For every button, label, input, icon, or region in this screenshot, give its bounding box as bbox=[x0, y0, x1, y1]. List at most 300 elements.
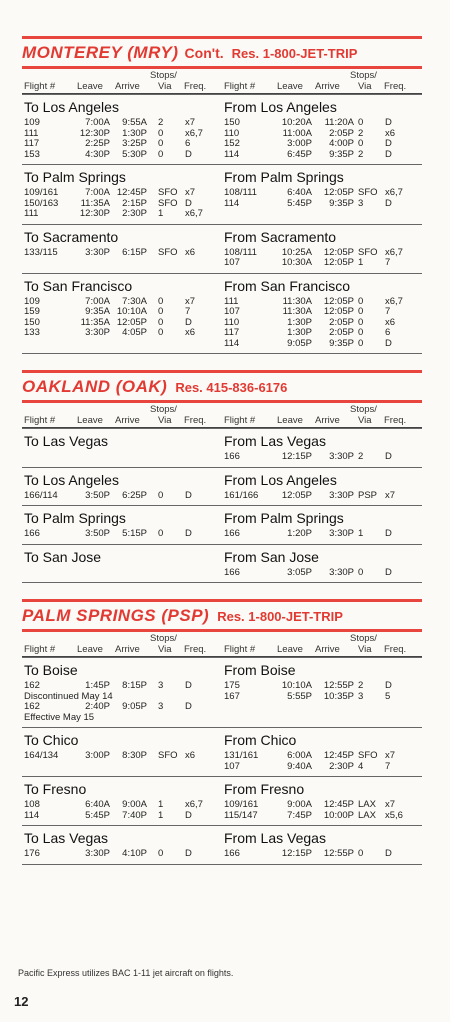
arrive-time: 9:35P bbox=[329, 197, 354, 209]
flight-row bbox=[222, 317, 422, 328]
arrive-time: 1:30P bbox=[122, 127, 147, 139]
from-destination: From Los Angeles bbox=[224, 471, 337, 488]
frequency: x6,7 bbox=[385, 295, 403, 307]
from-column bbox=[222, 95, 422, 164]
leave-time: 3:30P bbox=[85, 327, 110, 338]
stops-via: 1 bbox=[358, 257, 364, 268]
route-columns bbox=[22, 95, 422, 164]
from-column bbox=[222, 728, 422, 776]
flight-row bbox=[22, 799, 222, 810]
to-destination: To Sacramento bbox=[24, 228, 119, 245]
stops-via: 0 bbox=[358, 117, 364, 128]
flight-row bbox=[222, 149, 422, 160]
stops-via: 1 bbox=[358, 528, 364, 539]
route-group bbox=[22, 467, 422, 506]
arrive-time: 12:55P bbox=[323, 848, 354, 859]
arrive-time: 11:20A bbox=[324, 117, 354, 128]
stops-via: 0 bbox=[158, 489, 164, 501]
flight-row bbox=[222, 338, 422, 349]
flight-row bbox=[222, 451, 422, 462]
flight-row bbox=[222, 247, 422, 258]
leave-time: 1:45P bbox=[85, 680, 110, 691]
header-row bbox=[22, 69, 422, 94]
spacer bbox=[22, 859, 222, 864]
flight-row bbox=[22, 296, 222, 307]
flight-number: 153 bbox=[24, 148, 40, 160]
stops-via: 3 bbox=[158, 701, 164, 712]
arrive-time: 6:15P bbox=[122, 246, 147, 258]
flight-row bbox=[222, 327, 422, 338]
route-group bbox=[22, 505, 422, 544]
stops-via: SFO bbox=[158, 197, 178, 209]
to-header bbox=[22, 632, 222, 656]
route-group bbox=[22, 657, 422, 727]
freq-header: Freq. bbox=[384, 415, 407, 426]
flight-number: 152 bbox=[224, 138, 240, 149]
freq-header: Freq. bbox=[384, 81, 407, 92]
frequency: D bbox=[385, 848, 392, 859]
via-header: Via bbox=[158, 415, 172, 426]
stops-via: SFO bbox=[158, 750, 178, 761]
route-group bbox=[22, 428, 422, 467]
stops-via: 0 bbox=[158, 306, 164, 317]
flight-number: 111 bbox=[224, 295, 239, 307]
arrive-time: 10:00P bbox=[323, 809, 354, 821]
arrive-time: 2:05P bbox=[329, 127, 354, 139]
arrive-time: 4:10P bbox=[122, 848, 147, 859]
flight-row bbox=[222, 117, 422, 128]
flight-row bbox=[22, 128, 222, 139]
frequency: D bbox=[185, 680, 192, 691]
frequency: D bbox=[185, 148, 192, 160]
leave-time: 9:05P bbox=[287, 337, 312, 349]
airport-name: PALM SPRINGS (PSP) bbox=[22, 606, 210, 625]
arrive-time: 12:05P bbox=[323, 295, 354, 307]
column-header bbox=[222, 403, 422, 427]
column-header bbox=[222, 632, 422, 656]
flight-number: 166 bbox=[224, 451, 240, 462]
section-bottom-rule bbox=[22, 864, 422, 865]
stops-via: PSP bbox=[358, 489, 378, 501]
spacer bbox=[222, 820, 422, 825]
leave-time: 9:40A bbox=[287, 760, 312, 772]
leave-time: 5:45P bbox=[287, 197, 312, 209]
from-destination: From Los Angeles bbox=[224, 99, 337, 115]
flight-row bbox=[222, 567, 422, 578]
via-header: Via bbox=[358, 644, 372, 655]
flight-row bbox=[222, 306, 422, 317]
leave-time: 5:45P bbox=[85, 809, 110, 821]
leave-time: 12:15P bbox=[281, 848, 312, 859]
flight-number: 159 bbox=[24, 306, 40, 317]
flight-number: 164/134 bbox=[24, 750, 59, 761]
reservations-phone: Res. 1-800-JET-TRIP bbox=[217, 609, 343, 624]
footer-note: Pacific Express utilizes BAC 1-11 jet aircraft on flights. bbox=[18, 968, 234, 978]
continued-label: Con't. bbox=[184, 45, 224, 61]
section-bottom-rule bbox=[22, 582, 422, 583]
leave-header: Leave bbox=[277, 415, 303, 426]
leave-time: 6:40A bbox=[287, 187, 312, 198]
leave-time: 1:30P bbox=[287, 316, 312, 328]
flight-row bbox=[222, 490, 422, 501]
leave-time: 12:30P bbox=[79, 208, 110, 219]
flight-number: 107 bbox=[224, 760, 240, 772]
frequency: 7 bbox=[385, 760, 391, 772]
from-column bbox=[222, 429, 422, 467]
to-column bbox=[22, 826, 222, 864]
leave-time: 6:40A bbox=[85, 799, 110, 810]
from-destination: From Las Vegas bbox=[224, 830, 326, 846]
spacer bbox=[22, 500, 222, 505]
freq-header: Freq. bbox=[184, 644, 207, 655]
leave-time: 12:05P bbox=[281, 489, 312, 501]
from-column bbox=[222, 658, 422, 727]
flight-number: 161/166 bbox=[224, 489, 259, 501]
route-columns bbox=[22, 777, 422, 825]
to-destination: To Chico bbox=[24, 732, 79, 748]
flight-row bbox=[222, 528, 422, 539]
route-group bbox=[22, 94, 422, 164]
spacer bbox=[222, 771, 422, 776]
flight-row bbox=[22, 306, 222, 317]
from-column bbox=[222, 545, 422, 583]
route-columns bbox=[22, 658, 422, 727]
arrive-header: Arrive bbox=[315, 81, 340, 92]
frequency: 6 bbox=[185, 138, 191, 149]
arrive-time: 2:30P bbox=[329, 760, 354, 772]
frequency: x5,6 bbox=[385, 809, 403, 821]
route-group bbox=[22, 825, 422, 864]
arrive-time: 3:25P bbox=[122, 138, 147, 149]
flight-row bbox=[222, 810, 422, 821]
arrive-time: 7:40P bbox=[122, 809, 147, 821]
leave-time: 9:35A bbox=[85, 306, 110, 317]
frequency: 7 bbox=[385, 257, 391, 268]
arrive-time: 9:35P bbox=[329, 148, 354, 160]
flight-row bbox=[22, 680, 222, 691]
note-text: Effective May 15 bbox=[24, 711, 95, 723]
frequency: x7 bbox=[385, 799, 396, 810]
arrive-time: 8:15P bbox=[122, 680, 147, 691]
flight-row bbox=[222, 138, 422, 149]
from-column bbox=[222, 274, 422, 354]
airport-section bbox=[22, 36, 422, 354]
column-header bbox=[22, 69, 222, 93]
flight-row bbox=[22, 750, 222, 761]
airport-name: OAKLAND (OAK) bbox=[22, 377, 168, 396]
flight-row bbox=[22, 848, 222, 859]
leave-time: 10:20A bbox=[281, 117, 312, 128]
from-destination: From San Jose bbox=[224, 548, 319, 565]
flight-row bbox=[222, 750, 422, 761]
leave-time: 12:15P bbox=[281, 451, 312, 462]
flight-number: 110 bbox=[224, 127, 240, 139]
leave-time: 11:35A bbox=[80, 316, 110, 328]
arrive-time: 6:25P bbox=[122, 489, 147, 501]
route-columns bbox=[22, 225, 422, 273]
flight-number: 111 bbox=[24, 127, 39, 139]
header-row bbox=[22, 632, 422, 657]
flight-row bbox=[222, 848, 422, 859]
from-column bbox=[222, 225, 422, 273]
leave-time: 11:35A bbox=[80, 197, 110, 209]
to-column bbox=[22, 468, 222, 506]
leave-time: 3:50P bbox=[85, 489, 110, 501]
frequency: D bbox=[185, 316, 192, 328]
to-destination: To Fresno bbox=[24, 781, 87, 797]
flight-row bbox=[22, 317, 222, 328]
arrive-time: 3:30P bbox=[329, 528, 354, 539]
flight-number: 162 bbox=[24, 701, 40, 712]
stops-via: SFO bbox=[158, 246, 178, 258]
flight-row bbox=[222, 761, 422, 772]
stops-via: 1 bbox=[158, 799, 164, 810]
frequency: x7 bbox=[185, 117, 196, 128]
arrive-header: Arrive bbox=[315, 415, 340, 426]
leave-header: Leave bbox=[277, 644, 303, 655]
frequency: x6 bbox=[185, 750, 196, 761]
flight-number: 133 bbox=[24, 327, 40, 338]
airport-section bbox=[22, 370, 422, 583]
frequency: D bbox=[185, 848, 192, 859]
arrive-time: 9:55A bbox=[122, 117, 147, 128]
frequency: D bbox=[185, 809, 192, 821]
column-header bbox=[22, 403, 222, 427]
leave-time: 7:45P bbox=[287, 809, 312, 821]
flight-number: 111 bbox=[24, 208, 39, 219]
service-note bbox=[22, 712, 222, 723]
service-note bbox=[22, 691, 222, 702]
stops-via: 0 bbox=[358, 566, 364, 578]
arrive-time: 4:05P bbox=[122, 327, 147, 338]
stops-via: 2 bbox=[358, 680, 364, 691]
to-column bbox=[22, 225, 222, 273]
stops-via: LAX bbox=[358, 809, 376, 821]
from-destination: From Fresno bbox=[224, 781, 305, 797]
from-column bbox=[222, 826, 422, 864]
spacer bbox=[22, 567, 222, 572]
arrive-time: 12:45P bbox=[323, 750, 354, 761]
reservations-phone: Res. 1-800-JET-TRIP bbox=[231, 46, 358, 61]
flight-row bbox=[222, 128, 422, 139]
leave-header: Leave bbox=[277, 81, 303, 92]
flight-row bbox=[222, 680, 422, 691]
stops-via: LAX bbox=[358, 799, 376, 810]
leave-header: Leave bbox=[77, 644, 103, 655]
stops-via: 0 bbox=[158, 148, 164, 160]
via-header: Via bbox=[358, 415, 372, 426]
leave-time: 6:00A bbox=[287, 750, 312, 761]
flight-number: 162 bbox=[24, 680, 40, 691]
frequency: D bbox=[385, 528, 392, 539]
stops-via: 2 bbox=[358, 127, 364, 139]
frequency: x6,7 bbox=[185, 799, 203, 810]
arrive-time: 2:05P bbox=[329, 327, 354, 338]
flight-number: 167 bbox=[224, 690, 240, 702]
flight-row bbox=[22, 528, 222, 539]
to-destination: To Las Vegas bbox=[24, 433, 109, 449]
spacer bbox=[22, 722, 222, 727]
flight-number: 166 bbox=[224, 848, 240, 859]
leave-time: 11:30A bbox=[282, 306, 312, 317]
flight-row bbox=[22, 327, 222, 338]
from-destination: From Chico bbox=[224, 732, 297, 748]
frequency: D bbox=[185, 701, 192, 712]
stops-via: SFO bbox=[358, 246, 378, 258]
from-column bbox=[222, 777, 422, 825]
leave-time: 7:00A bbox=[85, 117, 110, 128]
spacer bbox=[22, 257, 222, 262]
arrive-time: 8:30P bbox=[122, 750, 147, 761]
arrive-time: 12:05P bbox=[323, 246, 354, 258]
flight-row bbox=[222, 187, 422, 198]
leave-time: 11:30A bbox=[282, 295, 312, 307]
leave-time: 2:40P bbox=[85, 701, 110, 712]
arrive-time: 12:05P bbox=[323, 306, 354, 317]
to-header bbox=[22, 69, 222, 93]
frequency: D bbox=[385, 680, 392, 691]
to-column bbox=[22, 658, 222, 727]
leave-time: 5:55P bbox=[287, 690, 312, 702]
stops-via: 4 bbox=[358, 760, 364, 772]
spacer bbox=[22, 820, 222, 825]
arrive-time: 7:30A bbox=[122, 295, 147, 307]
stops-via: 0 bbox=[158, 295, 164, 307]
arrive-time: 9:35P bbox=[329, 337, 354, 349]
arrive-time: 2:05P bbox=[329, 316, 354, 328]
flight-row bbox=[22, 149, 222, 160]
frequency: x6 bbox=[185, 327, 196, 338]
spacer bbox=[222, 268, 422, 273]
stops-via: 0 bbox=[158, 327, 164, 338]
leave-time: 3:30P bbox=[85, 848, 110, 859]
leave-time: 2:25P bbox=[85, 138, 110, 149]
spacer bbox=[222, 859, 422, 864]
arrive-time: 12:05P bbox=[116, 316, 147, 328]
arrive-time: 2:30P bbox=[122, 208, 147, 219]
frequency: 7 bbox=[185, 306, 191, 317]
route-columns bbox=[22, 468, 422, 506]
from-header bbox=[222, 403, 422, 427]
stops-header: Stops/ bbox=[350, 70, 377, 81]
section-bottom-rule bbox=[22, 353, 422, 354]
stops-via: 2 bbox=[358, 148, 364, 160]
flight-row bbox=[22, 117, 222, 128]
flight-number: 109/161 bbox=[24, 187, 59, 198]
stops-via: 0 bbox=[158, 528, 164, 539]
flight-row bbox=[22, 208, 222, 219]
page-number: 12 bbox=[14, 994, 29, 1009]
to-destination: To Los Angeles bbox=[24, 471, 119, 488]
arrive-time: 3:30P bbox=[329, 451, 354, 462]
frequency: x6,7 bbox=[385, 187, 403, 198]
route-columns bbox=[22, 274, 422, 354]
stops-via: 0 bbox=[158, 138, 164, 149]
from-destination: From San Francisco bbox=[224, 277, 351, 294]
spacer bbox=[22, 761, 222, 766]
flight-header: Flight # bbox=[224, 415, 256, 426]
flight-number: 108/111 bbox=[224, 246, 257, 258]
section-title bbox=[22, 602, 422, 629]
stops-header: Stops/ bbox=[150, 70, 177, 81]
note-text: Discontinued May 14 bbox=[24, 690, 113, 702]
stops-header: Stops/ bbox=[350, 633, 377, 644]
flight-number: 109/161 bbox=[224, 799, 259, 810]
flight-row bbox=[222, 799, 422, 810]
flight-number: 150/163 bbox=[24, 197, 59, 209]
route-group bbox=[22, 727, 422, 776]
frequency: D bbox=[385, 117, 392, 128]
flight-number: 115/147 bbox=[224, 809, 258, 821]
leave-time: 3:30P bbox=[85, 246, 110, 258]
from-column bbox=[222, 165, 422, 224]
stops-via: SFO bbox=[158, 187, 178, 198]
frequency: D bbox=[185, 489, 192, 501]
spacer bbox=[222, 701, 422, 706]
flight-number: 110 bbox=[224, 316, 240, 328]
arrive-time: 12:05P bbox=[323, 187, 354, 198]
to-column bbox=[22, 728, 222, 776]
flight-row bbox=[22, 198, 222, 209]
frequency: D bbox=[385, 138, 392, 149]
to-destination: To Boise bbox=[24, 662, 78, 678]
stops-via: 0 bbox=[358, 327, 364, 338]
to-destination: To Los Angeles bbox=[24, 99, 119, 115]
route-columns bbox=[22, 165, 422, 224]
leave-time: 3:00P bbox=[287, 138, 312, 149]
stops-via: 0 bbox=[358, 295, 364, 307]
arrive-time: 4:00P bbox=[329, 138, 354, 149]
to-destination: To Las Vegas bbox=[24, 830, 109, 846]
stops-via: 3 bbox=[158, 680, 164, 691]
spacer bbox=[22, 338, 222, 343]
route-group bbox=[22, 544, 422, 583]
route-columns bbox=[22, 545, 422, 583]
timetable-page bbox=[22, 36, 422, 881]
arrive-time: 2:15P bbox=[122, 197, 147, 209]
to-column bbox=[22, 545, 222, 583]
flight-row bbox=[22, 701, 222, 712]
arrive-time: 5:30P bbox=[122, 148, 147, 160]
stops-via: 0 bbox=[358, 306, 364, 317]
arrive-time: 3:30P bbox=[329, 489, 354, 501]
route-group bbox=[22, 273, 422, 354]
spacer bbox=[222, 462, 422, 467]
to-header bbox=[22, 403, 222, 427]
to-column bbox=[22, 165, 222, 224]
to-destination: To Palm Springs bbox=[24, 510, 126, 526]
leave-time: 1:20P bbox=[287, 528, 312, 539]
flight-number: 131/161 bbox=[224, 750, 259, 761]
frequency: D bbox=[185, 197, 192, 209]
leave-time: 10:30A bbox=[281, 257, 312, 268]
to-destination: To San Francisco bbox=[24, 277, 133, 294]
via-header: Via bbox=[158, 81, 172, 92]
frequency: x7 bbox=[185, 187, 196, 198]
airport-name: MONTEREY (MRY) bbox=[22, 43, 179, 62]
from-destination: From Boise bbox=[224, 662, 296, 678]
flight-number: 108 bbox=[24, 799, 40, 810]
frequency: D bbox=[385, 566, 392, 578]
leave-time: 7:00A bbox=[85, 187, 110, 198]
spacer bbox=[222, 539, 422, 544]
flight-header: Flight # bbox=[24, 81, 56, 92]
flight-number: 150 bbox=[224, 117, 240, 128]
frequency: x7 bbox=[385, 489, 396, 501]
leave-time: 7:00A bbox=[85, 295, 110, 307]
leave-time: 3:50P bbox=[85, 528, 110, 539]
flight-number: 166/114 bbox=[24, 489, 58, 501]
